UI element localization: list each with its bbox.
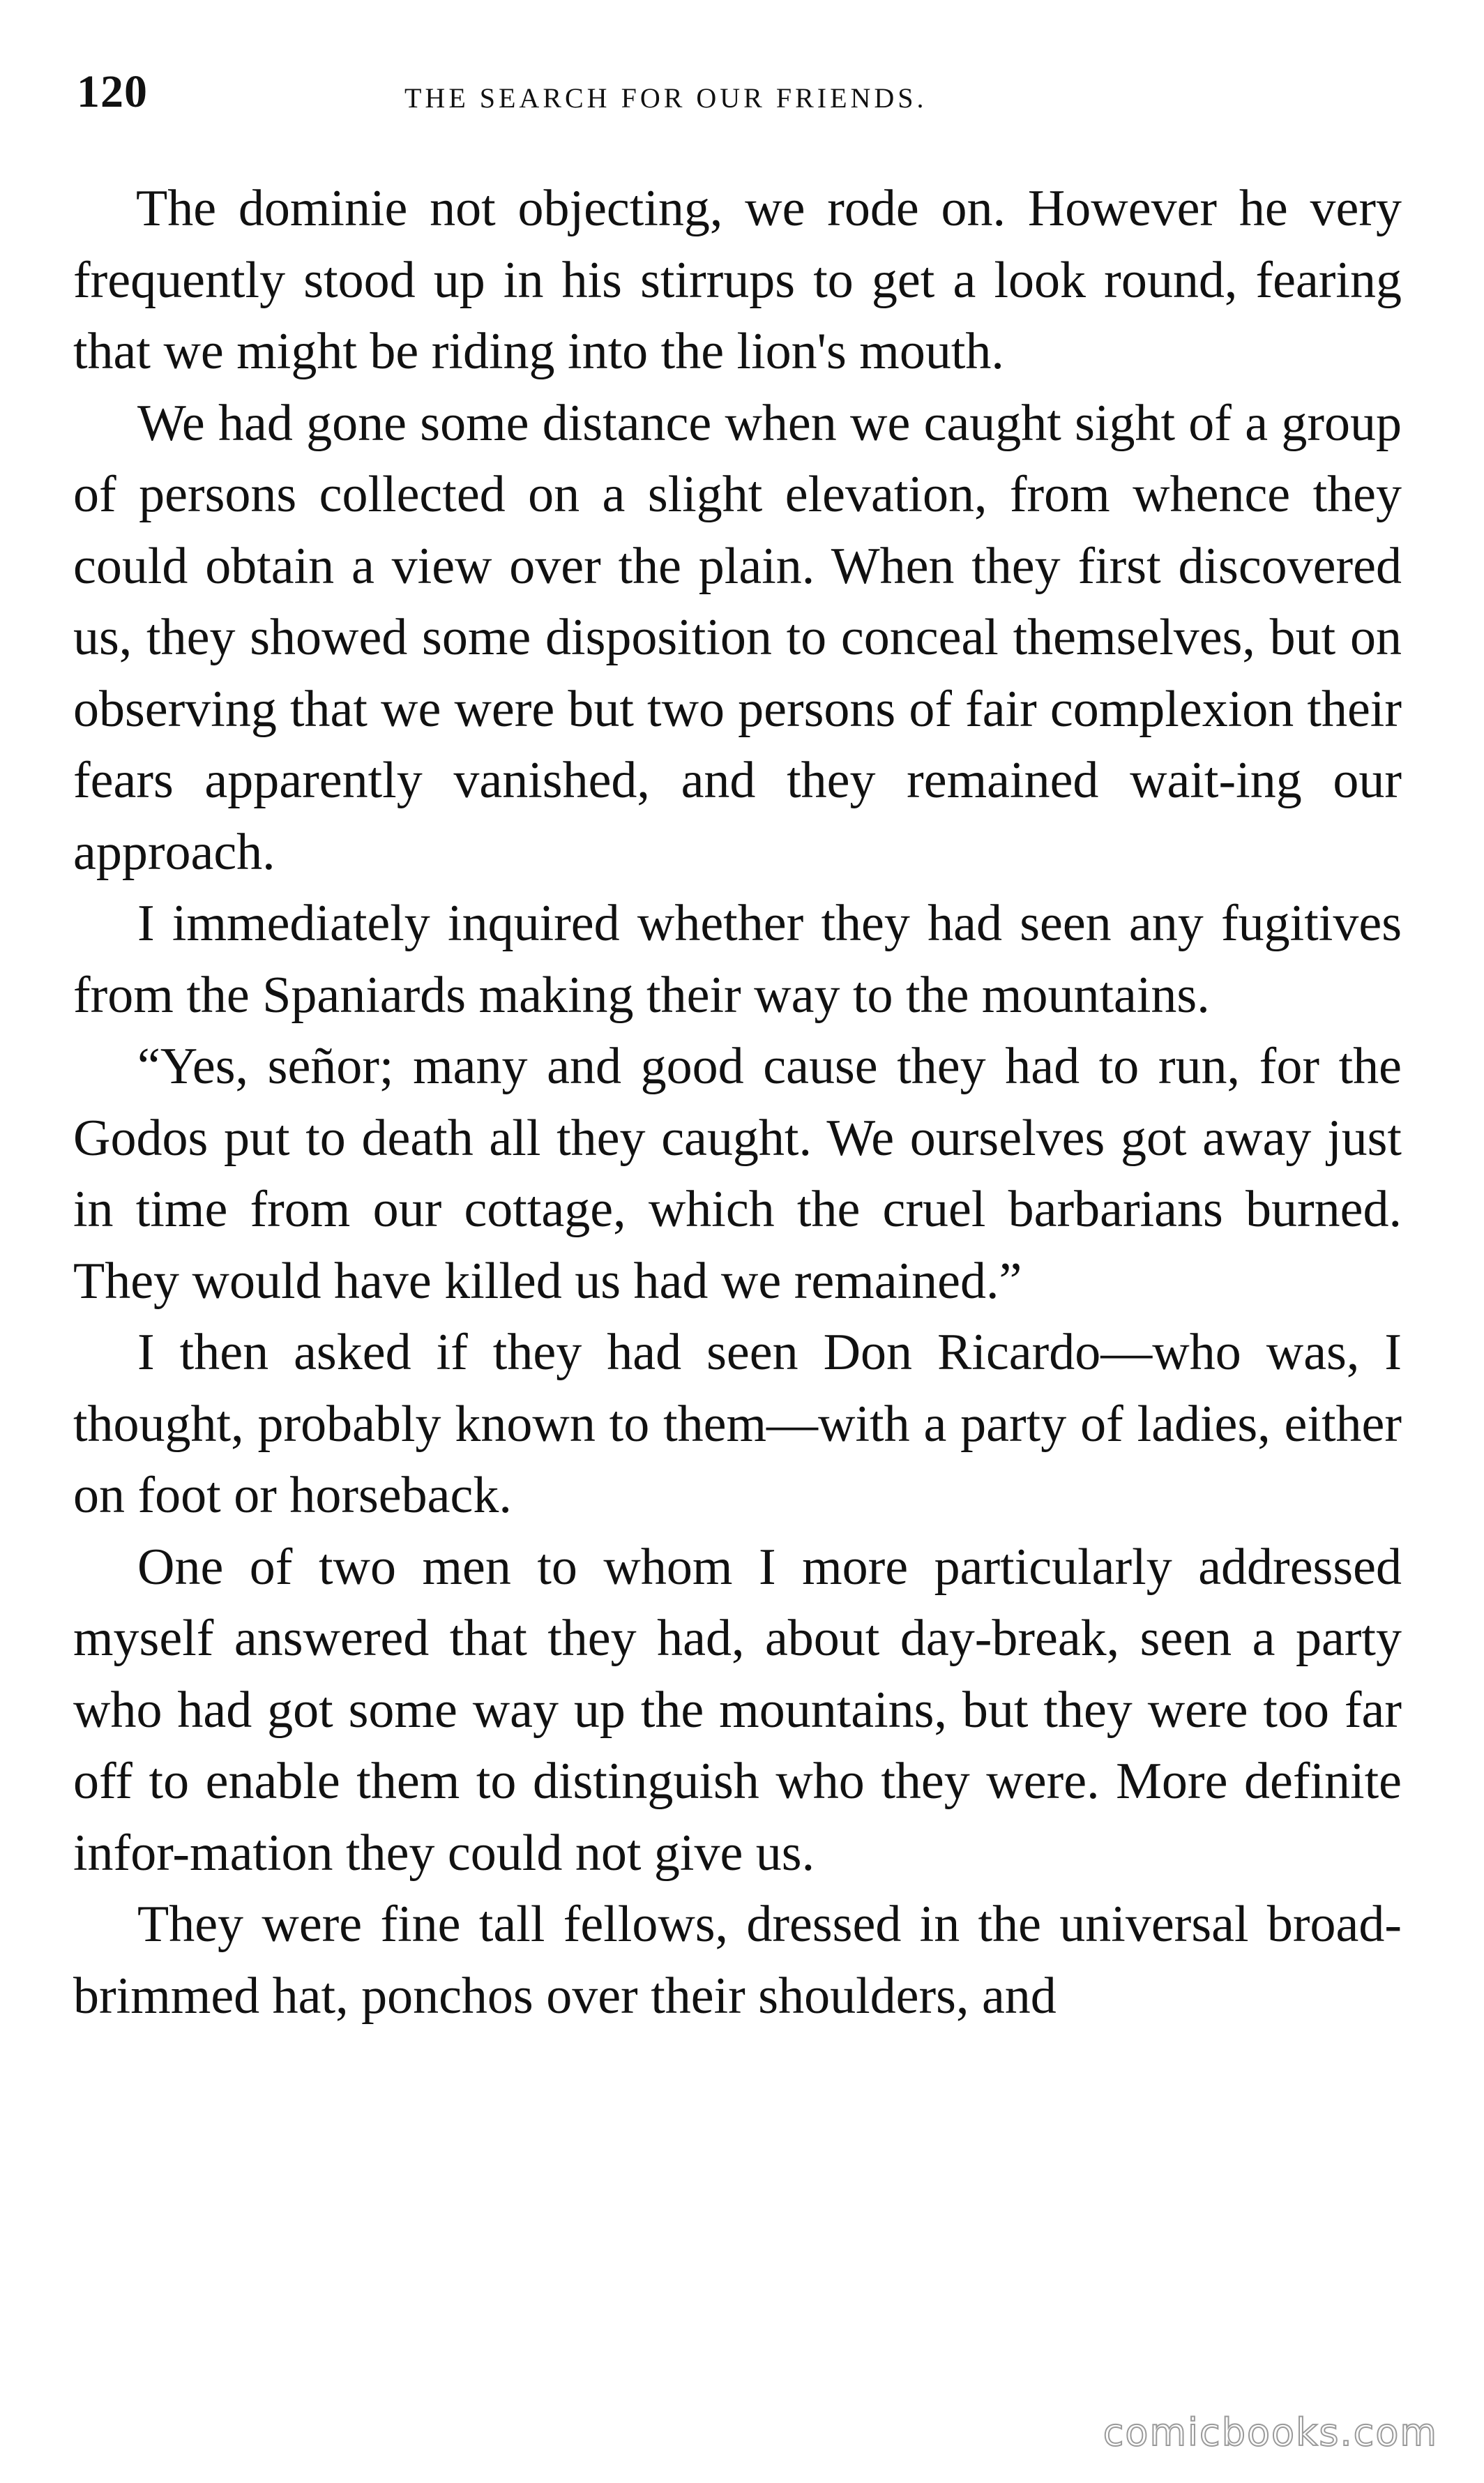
watermark: comicbooks.com [1103, 2410, 1438, 2454]
body-text [73, 173, 1402, 2032]
paragraph: The dominie not objecting, we rode on. However he very frequently stood up in his stirrups to get a look round, fearing that we might be riding into the lion's mouth. [73, 180, 1402, 380]
running-head: THE SEARCH FOR OUR FRIENDS. [404, 82, 927, 114]
paragraph: I then asked if they had seen Don Ricardo—who was, I thought, probably known to them—with a party of ladies, either on foot or horseback. [73, 1324, 1402, 1524]
paragraph: They were fine tall fellows, dressed in the universal broad-brimmed hat, ponchos over their shoulders, and [73, 1896, 1402, 2025]
paragraph: “Yes, señor; many and good cause they had to run, for the Godos put to death all they caught. We ourselves got away just in time from our cottage, which the cruel barbarians burned. They would have killed us had we remained.” [73, 1038, 1402, 1310]
page-number: 120 [77, 66, 148, 117]
page-header [77, 64, 1402, 134]
paragraph: I immediately inquired whether they had seen any fugitives from the Spaniards making their way to the mountains. [73, 895, 1402, 1024]
paragraph: We had gone some distance when we caught sight of a group of persons collected on a slight elevation, from whence they could obtain a view over the plain. When they first discovered us, they showed some disposition to conceal themselves, but on observing that we were but two persons of fair complexion their fears apparently vanished, and they remained wait-ing our approach. [73, 394, 1402, 881]
paragraph: One of two men to whom I more particularly addressed myself answered that they had, about day-break, seen a party who had got some way up the mountains, but they were too far off to enable them to distinguish who they were. More definite infor-mation they could not give us. [73, 1538, 1402, 1882]
